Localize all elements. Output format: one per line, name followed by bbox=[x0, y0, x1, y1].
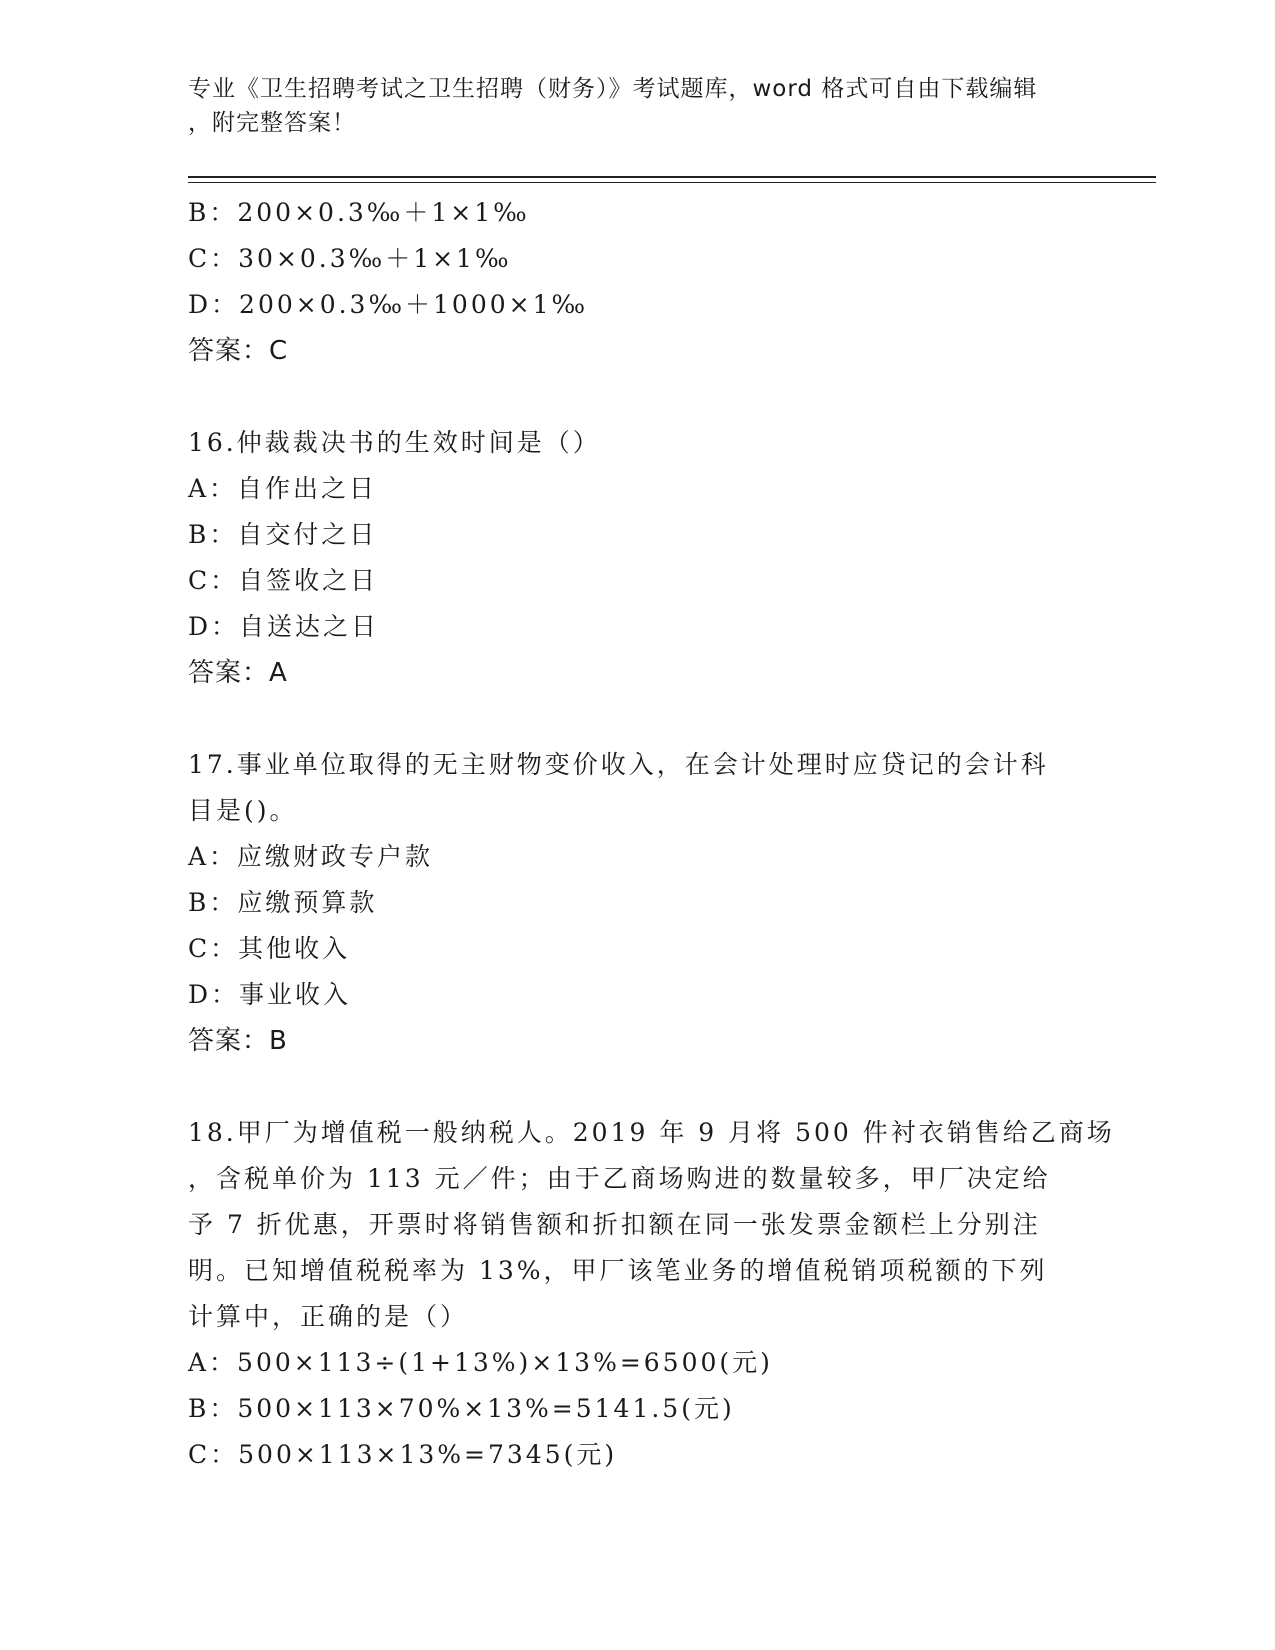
question-content bbox=[188, 190, 1115, 1478]
q18-stem-line-1: 18.甲厂为增值税一般纳税人。2019 年 9 月将 500 件衬衣销售给乙商场 bbox=[188, 1118, 1115, 1147]
q18-option-c: C：500×113×13%=7345(元) bbox=[188, 1440, 618, 1469]
q17-stem-line-1: 17.事业单位取得的无主财物变价收入，在会计处理时应贷记的会计科 bbox=[188, 750, 1049, 779]
header-rule-thin bbox=[188, 182, 1156, 183]
q17-option-b: B：应缴预算款 bbox=[188, 888, 378, 917]
q15-option-c: C：30×0.3‰＋1×1‰ bbox=[188, 244, 512, 273]
q18-option-b: B：500×113×70%×13%=5141.5(元) bbox=[188, 1394, 735, 1423]
document-header bbox=[188, 72, 1068, 140]
spacer bbox=[188, 696, 1088, 742]
q16-option-b: B：自交付之日 bbox=[188, 520, 378, 549]
question-15 bbox=[188, 190, 1088, 374]
q17-answer: 答案：B bbox=[188, 1026, 288, 1056]
spacer bbox=[188, 374, 1088, 420]
q18-option-a: A：500×113÷(1+13%)×13%=6500(元) bbox=[188, 1348, 773, 1377]
q15-option-d: D：200×0.3‰＋1000×1‰ bbox=[188, 290, 589, 319]
q16-answer: 答案：A bbox=[188, 658, 288, 688]
spacer bbox=[188, 1064, 1088, 1110]
q18-stem-line-4: 明。已知增值税税率为 13%，甲厂该笔业务的增值税销项税额的下列 bbox=[188, 1256, 1048, 1285]
q15-option-b: B：200×0.3‰＋1×1‰ bbox=[188, 198, 530, 227]
q17-option-a: A：应缴财政专户款 bbox=[188, 842, 434, 871]
q17-stem-line-2: 目是()。 bbox=[188, 796, 298, 825]
q15-answer: 答案：C bbox=[188, 336, 289, 366]
q18-stem-line-2: ，含税单价为 113 元／件；由于乙商场购进的数量较多，甲厂决定给 bbox=[188, 1164, 1051, 1193]
question-17 bbox=[188, 742, 1088, 1064]
q18-stem-line-3: 予 7 折优惠，开票时将销售额和折扣额在同一张发票金额栏上分别注 bbox=[188, 1210, 1041, 1239]
header-rule-thick bbox=[188, 176, 1156, 178]
q16-option-c: C：自签收之日 bbox=[188, 566, 379, 595]
q17-option-c: C：其他收入 bbox=[188, 934, 351, 963]
header-line-1: 专业《卫生招聘考试之卫生招聘（财务）》考试题库，word 格式可自由下载编辑 bbox=[188, 76, 1038, 102]
header-line-2: ，附完整答案！ bbox=[188, 110, 356, 136]
q16-stem: 16.仲裁裁决书的生效时间是（） bbox=[188, 428, 601, 457]
q17-option-d: D：事业收入 bbox=[188, 980, 352, 1009]
q16-option-d: D：自送达之日 bbox=[188, 612, 380, 641]
q16-option-a: A：自作出之日 bbox=[188, 474, 378, 503]
question-18 bbox=[188, 1110, 1115, 1478]
q18-stem-line-5: 计算中，正确的是（） bbox=[188, 1302, 469, 1331]
question-16 bbox=[188, 420, 1088, 696]
